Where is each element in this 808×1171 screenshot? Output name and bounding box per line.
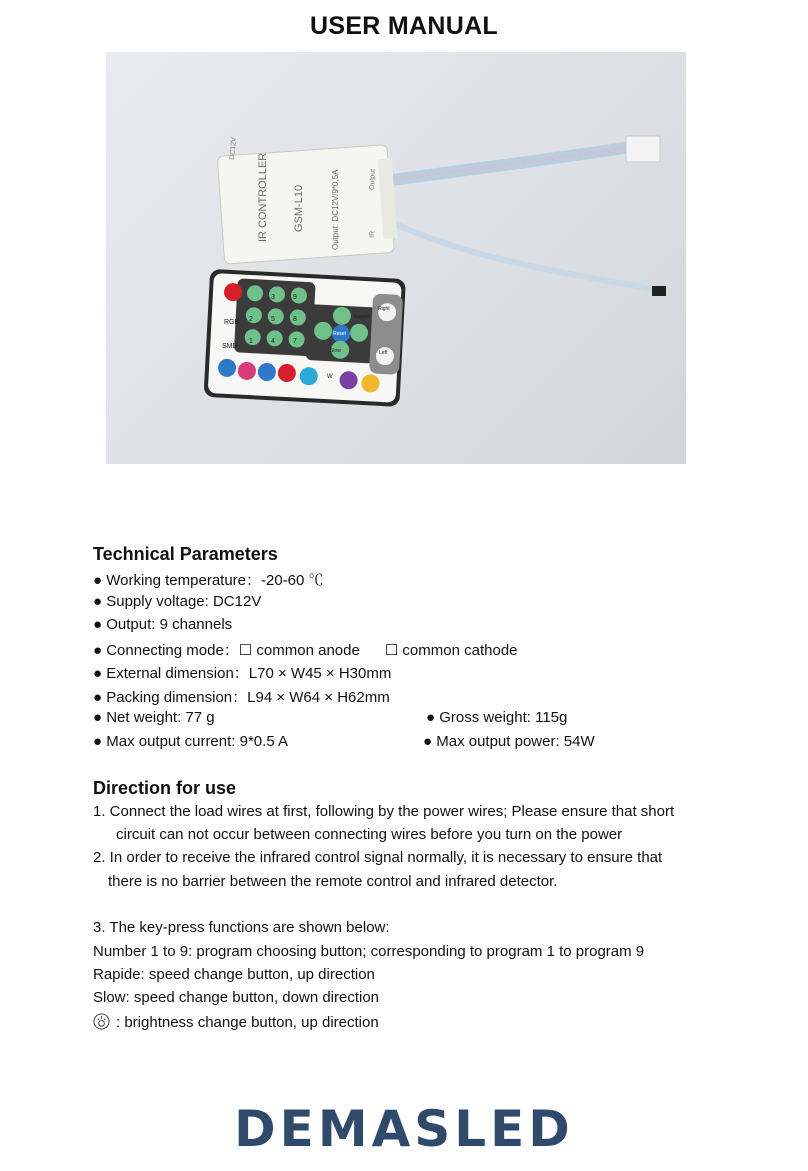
direction-item2-b: there is no barrier between the remote control and infrared detector. xyxy=(108,873,558,890)
remote-smd-label: SMD xyxy=(222,343,238,350)
controller-input: DC12V xyxy=(229,137,238,161)
remote-key-2: 2 xyxy=(249,316,253,323)
param-working-temperature: ● Working temperature：-20-60 ℃ xyxy=(93,572,324,589)
direction-item3: 3. The key-press functions are shown below: xyxy=(93,919,390,936)
remote-slow-label: Slow xyxy=(330,348,341,354)
remote-left-label: Left xyxy=(379,350,388,356)
power-jack xyxy=(652,286,666,296)
direction-item1-b: circuit can not occur between connecting wires before you turn on the power xyxy=(116,826,623,843)
direction-item2-a: 2. In order to receive the infrared control signal normally, it is necessary to ensure that xyxy=(93,849,663,866)
param-max-current: ● Max output current: 9*0.5 A xyxy=(93,733,288,750)
controller-ir: IR xyxy=(369,230,377,239)
slow-text: Slow: speed change button, down direction xyxy=(93,989,380,1006)
remote-right-label: Right xyxy=(378,306,390,312)
param-max-power: ● Max output power: 54W xyxy=(423,733,595,750)
remote-key-3: 3 xyxy=(271,294,275,301)
brightness-icon xyxy=(93,1013,110,1030)
page-title: USER MANUAL xyxy=(309,12,499,40)
product-photo xyxy=(106,52,686,464)
controller-label: IR CONTROLLER xyxy=(257,152,269,242)
brand-logo: DEMASLED xyxy=(234,1100,574,1158)
controller-box xyxy=(217,144,398,264)
direction-item1-a: 1. Connect the load wires at first, following by the power wires; Please ensure that short xyxy=(93,803,675,820)
remote-key-8: 8 xyxy=(293,316,297,323)
param-connecting-mode: ● Connecting mode：☐ common anode ☐ common cathode xyxy=(93,642,518,659)
remote-control xyxy=(204,269,406,407)
param-supply-voltage: ● Supply voltage: DC12V xyxy=(93,593,262,610)
param-output: ● Output: 9 channels xyxy=(93,616,233,633)
param-gross-weight: ● Gross weight: 115g xyxy=(426,709,568,726)
param-external-dimension: ● External dimension：L70 × W45 × H30mm xyxy=(93,665,392,682)
rapide-text: Rapide: speed change button, up direction xyxy=(93,966,375,983)
remote-key-7: 7 xyxy=(293,338,297,345)
technical-heading: Technical Parameters xyxy=(93,544,278,564)
remote-rgb-label: RGB xyxy=(224,319,240,326)
brightness-text: : brightness change button, up direction xyxy=(116,1014,379,1031)
connector-plug xyxy=(626,136,660,162)
direction-heading: Direction for use xyxy=(93,778,237,798)
product-illustration xyxy=(106,52,686,464)
param-net-weight: ● Net weight: 77 g xyxy=(93,709,215,726)
remote-rapide-label: Rapide xyxy=(354,314,370,320)
remote-key-4: 4 xyxy=(271,338,275,345)
brightness-line xyxy=(93,1013,379,1031)
controller-rating: Output: DC12V/9*0.5A xyxy=(331,169,340,250)
remote-reset-label: Reset xyxy=(333,331,347,337)
remote-key-9: 9 xyxy=(293,294,297,301)
controller-output: Output xyxy=(369,168,377,191)
power-wire xyxy=(391,222,661,292)
remote-key-5: 5 xyxy=(271,316,275,323)
remote-w-label: W xyxy=(327,374,333,380)
controller-model: GSM-L10 xyxy=(293,184,305,232)
param-packing-dimension: ● Packing dimension：L94 × W64 × H62mm xyxy=(93,689,390,706)
remote-key-1: 1 xyxy=(249,338,253,345)
number-keys-text: Number 1 to 9: program choosing button; corresponding to program 1 to program 9 xyxy=(93,943,645,960)
